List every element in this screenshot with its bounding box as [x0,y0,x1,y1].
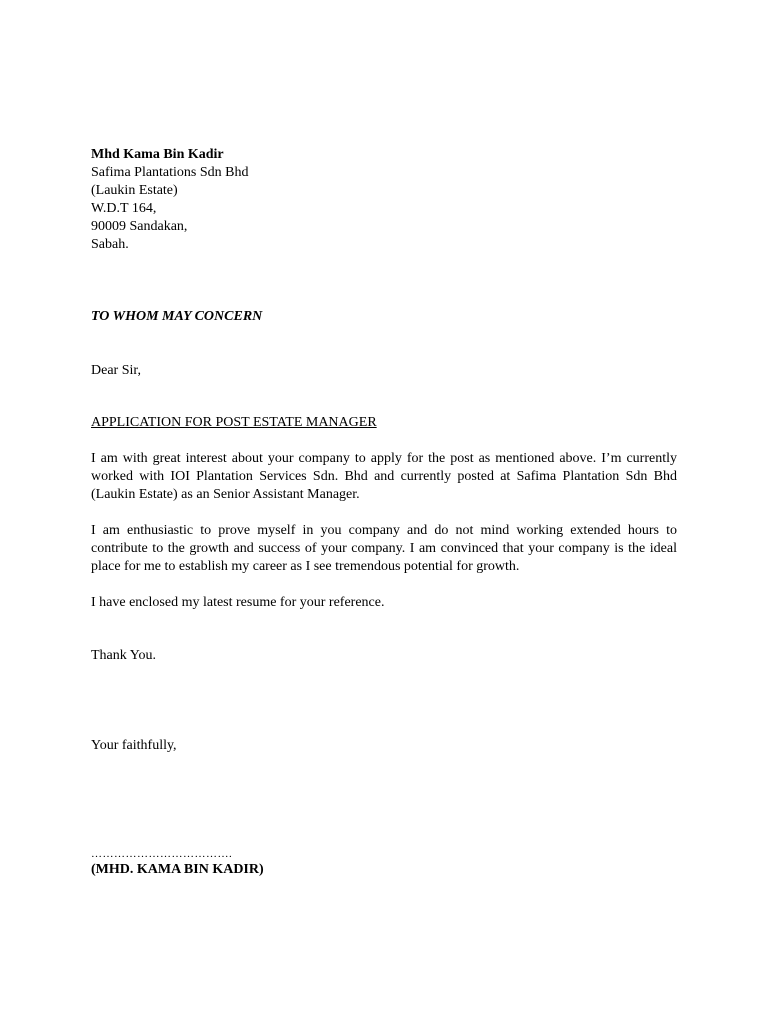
subject-heading: APPLICATION FOR POST ESTATE MANAGER [91,415,377,430]
signatory-name: (MHD. KAMA BIN KADIR) [91,862,264,877]
sender-postcode-city: 90009 Sandakan, [91,219,188,234]
sender-block [91,146,491,254]
body-paragraph: I have enclosed my latest resume for your reference. [91,595,385,610]
thanks-line: Thank You. [91,648,156,663]
signature-line: ………………………………. [91,848,233,860]
sender-estate: (Laukin Estate) [91,183,178,198]
closing-line: Your faithfully, [91,738,177,753]
body-paragraph: I am enthusiastic to prove myself in you company and do not mind working extended hours to contribute to the growth and success of your company. I am convinced that your company is the ideal place for me to establish my career as I see tremendous potential for growth. [91,523,677,574]
attention-line: TO WHOM MAY CONCERN [91,309,263,324]
sender-name: Mhd Kama Bin Kadir [91,147,224,162]
sender-company: Safima Plantations Sdn Bhd [91,165,249,180]
sender-state: Sabah. [91,237,129,252]
sender-address-line: W.D.T 164, [91,201,157,216]
salutation: Dear Sir, [91,363,141,378]
body-paragraph: I am with great interest about your company to apply for the post as mentioned above. I’m currently worked with IOI Plantation Services Sdn. Bhd and currently posted at Safima Plantation Sdn Bhd (Laukin Estate) as an Senior Assistant Manager. [91,451,677,502]
